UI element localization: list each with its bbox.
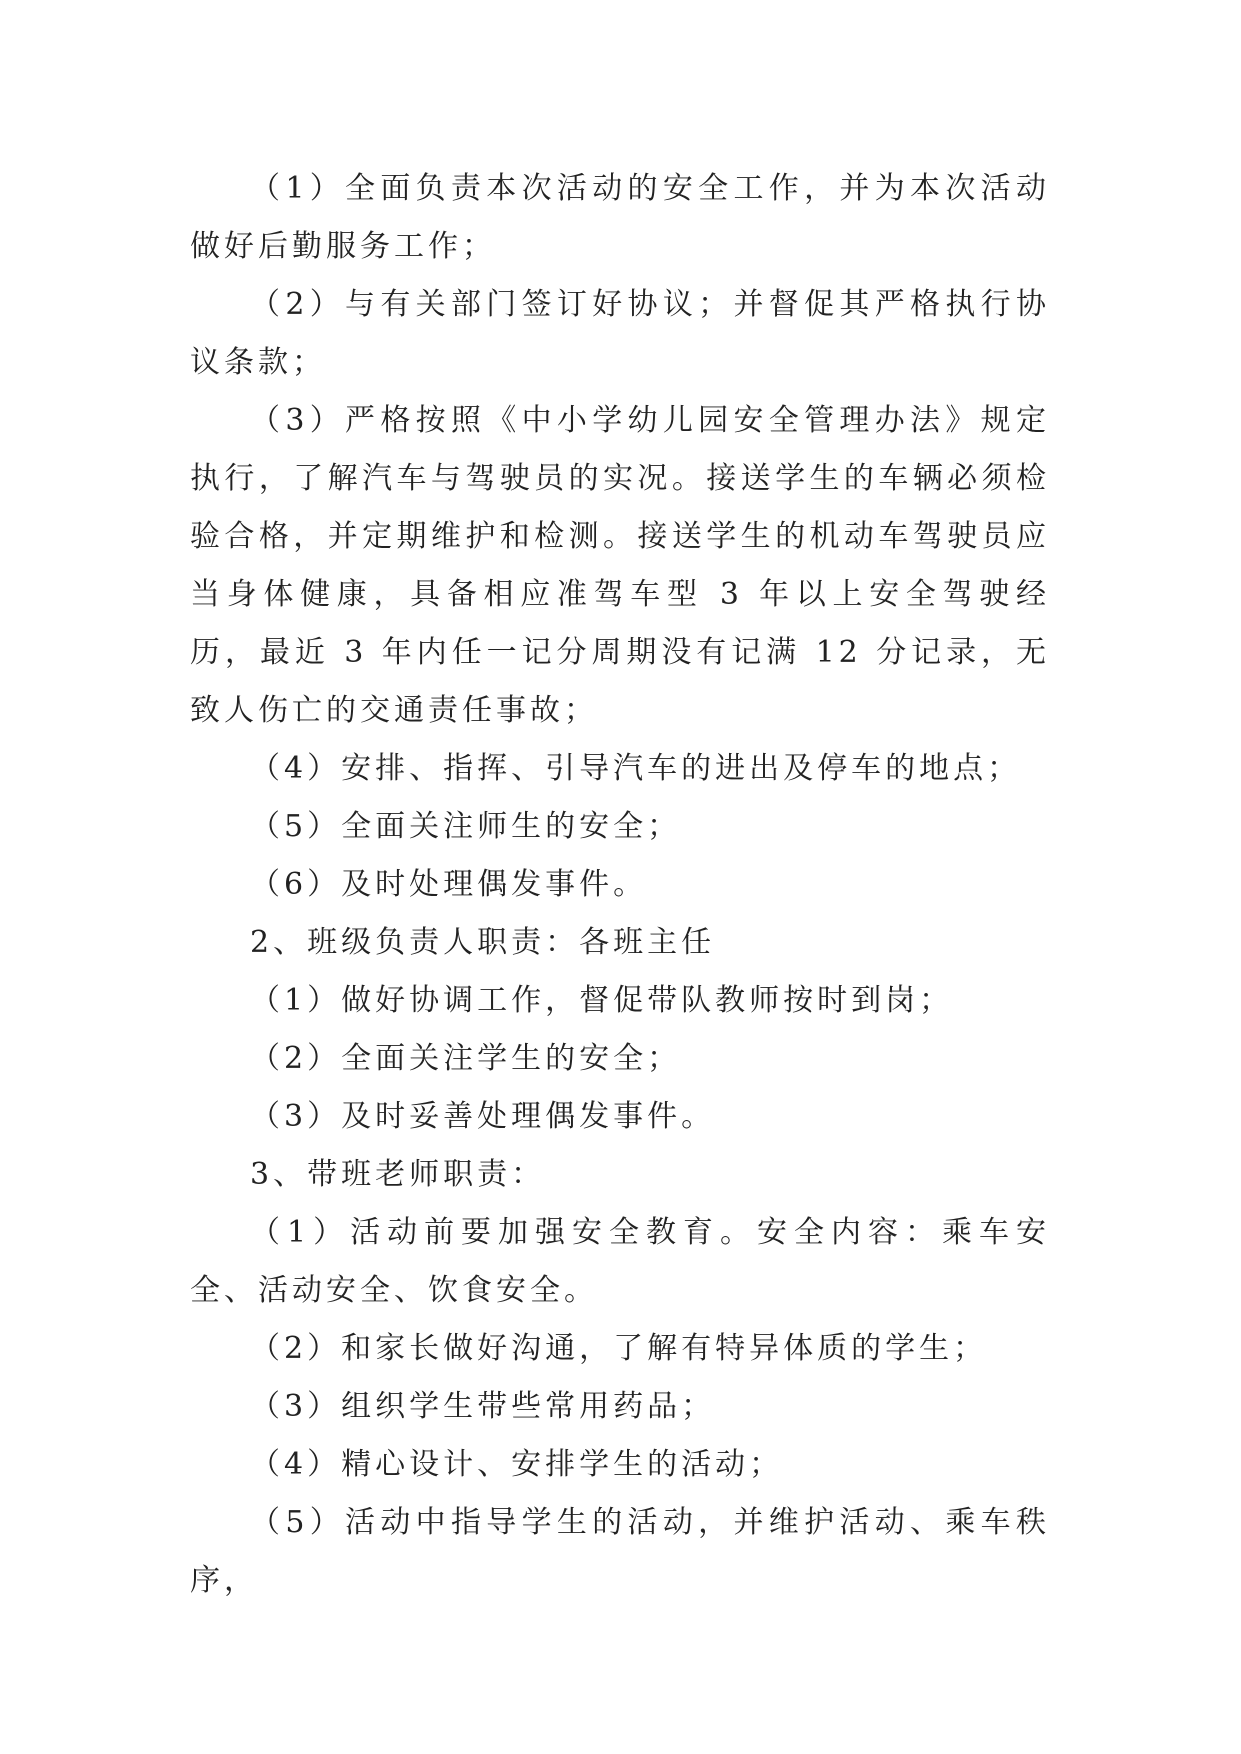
paragraph-teacher-duty-2: （2）和家长做好沟通，了解有特异体质的学生； xyxy=(250,1331,988,1366)
paragraph-logistics-duty-3: （3）严格按照《中小学幼儿园安全管理办法》规定执行，了解汽车与驾驶员的实况。接送学生的车辆必须检验合格，并定期维护和检测。接送学生的机动车驾驶员应当身体健康，具备相应准驾车型 3 年以上安全驾驶经历，最近 3 年内任一记分周期没有记满 12 分记录，无致人伤亡的交通责任事故； xyxy=(190,403,1050,728)
paragraph-class-leader-duty-1: （1）做好协调工作，督促带队教师按时到岗； xyxy=(250,983,954,1018)
paragraph-logistics-duty-2: （2）与有关部门签订好协议；并督促其严格执行协议条款； xyxy=(190,287,1050,380)
paragraph-logistics-duty-1: （1）全面负责本次活动的安全工作，并为本次活动做好后勤服务工作； xyxy=(190,171,1050,264)
paragraph-class-leader-duty-3: （3）及时妥善处理偶发事件。 xyxy=(250,1099,716,1134)
paragraph-class-leader-duty-2: （2）全面关注学生的安全； xyxy=(250,1041,682,1076)
paragraph-teacher-duty-5: （5）活动中指导学生的活动，并维护活动、乘车秩序， xyxy=(190,1505,1050,1598)
section-heading-class-leader: 2、班级负责人职责：各班主任 xyxy=(250,925,716,960)
section-heading-teacher: 3、带班老师职责： xyxy=(250,1157,546,1192)
paragraph-teacher-duty-3: （3）组织学生带些常用药品； xyxy=(250,1389,716,1424)
paragraph-logistics-duty-5: （5）全面关注师生的安全； xyxy=(250,809,682,844)
paragraph-teacher-duty-4: （4）精心设计、安排学生的活动； xyxy=(250,1447,784,1482)
paragraph-teacher-duty-1: （1）活动前要加强安全教育。安全内容：乘车安全、活动安全、饮食安全。 xyxy=(190,1215,1050,1308)
paragraph-logistics-duty-4: （4）安排、指挥、引导汽车的进出及停车的地点； xyxy=(250,751,1022,786)
document-body xyxy=(190,160,1050,1610)
paragraph-logistics-duty-6: （6）及时处理偶发事件。 xyxy=(250,867,648,902)
